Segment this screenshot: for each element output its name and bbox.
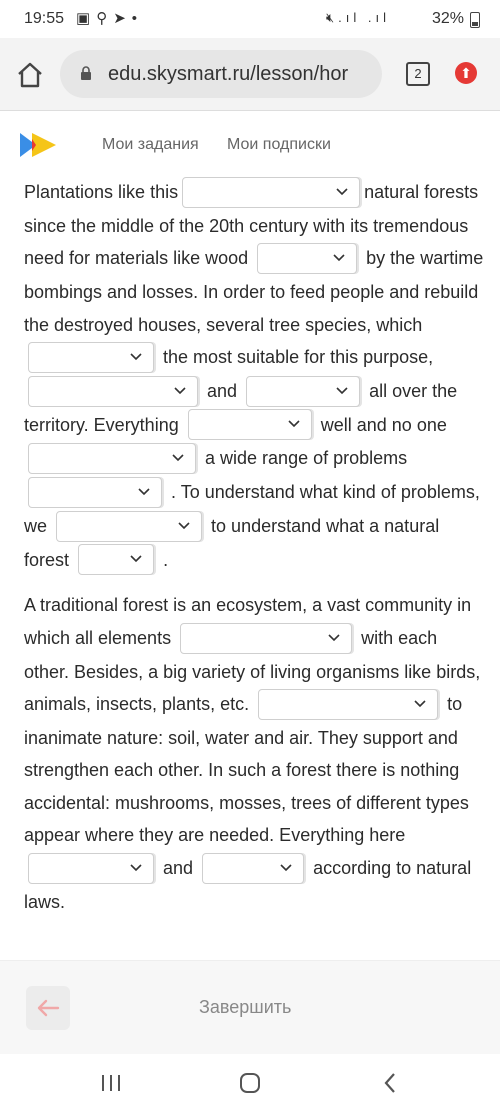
nav-my-subscriptions[interactable]: Мои подписки bbox=[227, 136, 331, 153]
answer-dropdown-13[interactable] bbox=[28, 853, 154, 884]
text-segment: to inanimate nature: soil, water and air. They support and strengthen each other. In such a forest there is nothing accidental: mushrooms, mosses, trees of different types appear where they are needed. Everything here bbox=[24, 694, 469, 846]
text-segment: natural forests since the middle of the 20th century with its tremendous need for materials like wood bbox=[24, 182, 479, 269]
signal-icon: .ıl .ıl bbox=[338, 10, 390, 25]
answer-dropdown-9[interactable] bbox=[56, 511, 202, 542]
update-icon[interactable]: ⬆ bbox=[455, 62, 477, 84]
text-segment: well and no one bbox=[320, 414, 447, 435]
dot-icon: • bbox=[131, 10, 144, 27]
finish-button[interactable]: Завершить bbox=[199, 997, 292, 1017]
tab-switcher-button[interactable]: 2 bbox=[406, 62, 430, 86]
image-icon: ▣ bbox=[76, 10, 97, 27]
text-segment: to understand what a natural forest bbox=[24, 515, 440, 570]
text-segment: the most suitable for this purpose, bbox=[163, 347, 434, 367]
home-circle-icon[interactable] bbox=[239, 1072, 261, 1094]
text-segment: A traditional forest is an ecosystem, a vast community in which all elements bbox=[24, 595, 472, 648]
back-nav-icon[interactable] bbox=[382, 1072, 398, 1094]
answer-dropdown-3[interactable] bbox=[28, 342, 154, 373]
answer-dropdown-14[interactable] bbox=[202, 853, 304, 884]
lesson-footer bbox=[0, 960, 500, 1055]
answer-dropdown-6[interactable] bbox=[188, 409, 312, 440]
battery-level: 32% bbox=[431, 10, 464, 27]
chevron-down-icon bbox=[327, 630, 341, 644]
chevron-down-icon bbox=[287, 416, 301, 430]
chevron-down-icon bbox=[177, 518, 191, 532]
answer-dropdown-11[interactable] bbox=[180, 623, 352, 654]
text-segment: Plantations like this bbox=[24, 182, 179, 202]
arrow-left-icon bbox=[26, 986, 70, 1030]
text-segment: and bbox=[207, 380, 238, 401]
recent-apps-icon[interactable] bbox=[100, 1074, 122, 1092]
answer-dropdown-1[interactable] bbox=[182, 177, 360, 208]
home-icon[interactable] bbox=[15, 60, 45, 90]
answer-dropdown-8[interactable] bbox=[28, 477, 162, 508]
lock-icon bbox=[80, 66, 92, 80]
mute-icon: 🔇︎ bbox=[325, 10, 339, 25]
chevron-down-icon bbox=[171, 450, 185, 464]
chevron-down-icon bbox=[332, 250, 346, 264]
exercise-text bbox=[24, 176, 484, 960]
answer-dropdown-5[interactable] bbox=[246, 376, 360, 407]
chevron-down-icon bbox=[137, 484, 151, 498]
status-bar bbox=[0, 0, 500, 38]
chevron-down-icon bbox=[129, 349, 143, 363]
answer-dropdown-7[interactable] bbox=[28, 443, 196, 474]
address-bar[interactable] bbox=[60, 50, 382, 98]
status-time: 19:55 bbox=[24, 10, 65, 27]
chevron-down-icon bbox=[129, 551, 143, 565]
skysmart-logo[interactable] bbox=[18, 131, 58, 159]
answer-dropdown-10[interactable] bbox=[78, 544, 154, 575]
back-button[interactable] bbox=[26, 986, 70, 1030]
paragraph-2 bbox=[24, 589, 484, 918]
notification-icons bbox=[76, 9, 143, 27]
text-segment: with each other. Besides, a big variety of living organisms like birds, animals, insects, plants, etc. bbox=[24, 627, 481, 714]
text-segment: by the wartime bombings and losses. In order to feed people and rebuild the destroyed houses, several tree species, which bbox=[24, 248, 484, 335]
search-icon: ⚲ bbox=[96, 10, 114, 27]
answer-dropdown-4[interactable] bbox=[28, 376, 198, 407]
chevron-down-icon bbox=[173, 383, 187, 397]
system-nav-bar bbox=[0, 1054, 500, 1111]
answer-dropdown-12[interactable] bbox=[258, 689, 438, 720]
text-segment: all over the territory. Everything bbox=[24, 380, 458, 435]
chevron-down-icon bbox=[335, 383, 349, 397]
text-segment: and bbox=[163, 857, 194, 878]
browser-toolbar bbox=[0, 38, 500, 111]
signal-icons bbox=[326, 10, 390, 26]
url-text: edu.skysmart.ru/lesson/hor bbox=[108, 63, 349, 85]
text-segment: according to natural laws. bbox=[24, 857, 472, 912]
chevron-down-icon bbox=[335, 184, 349, 198]
text-segment: a wide range of problems bbox=[205, 448, 408, 469]
app-header bbox=[0, 111, 500, 179]
battery-icon bbox=[470, 12, 480, 28]
answer-dropdown-2[interactable] bbox=[257, 243, 357, 274]
telegram-icon: ➤ bbox=[113, 10, 132, 27]
nav-my-tasks[interactable]: Мои задания bbox=[102, 136, 199, 153]
chevron-down-icon bbox=[279, 860, 293, 874]
chevron-down-icon bbox=[129, 860, 143, 874]
text-segment: . bbox=[163, 549, 169, 570]
paragraph-1 bbox=[24, 176, 484, 577]
chevron-down-icon bbox=[413, 696, 427, 710]
text-segment: . To understand what kind of problems, we bbox=[24, 482, 480, 536]
